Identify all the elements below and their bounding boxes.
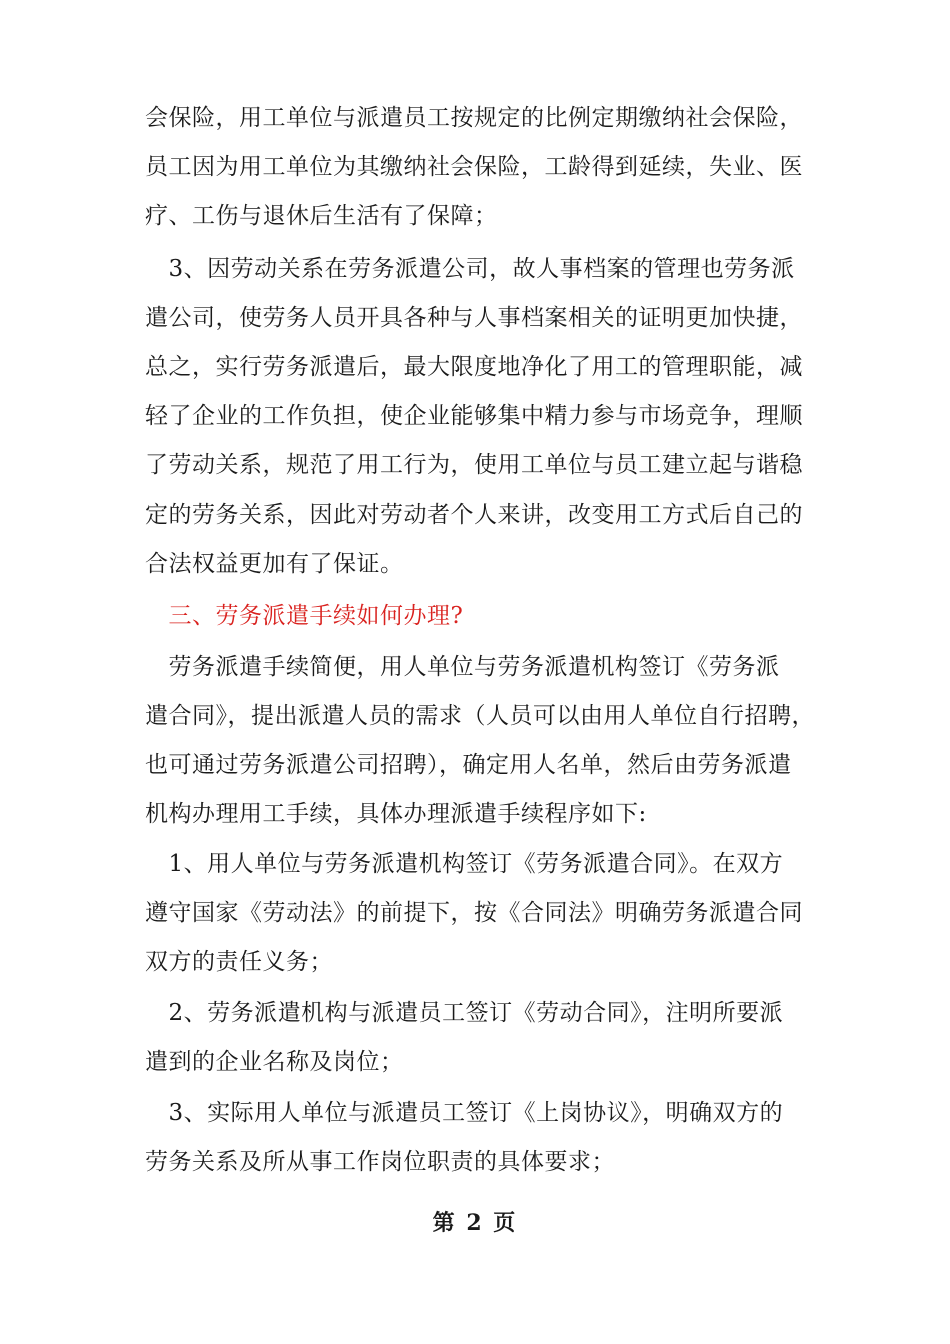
text-line: 机构办理用工手续，具体办理派遣手续程序如下: bbox=[145, 801, 647, 827]
text-line: 3、实际用人单位与派遣员工签订《上岗协议》，明确双方的 bbox=[145, 1100, 784, 1126]
text-line: 疗、工伤与退休后生活有了保障； bbox=[145, 203, 498, 229]
text-line: 劳务派遣手续简便，用人单位与劳务派遣机构签订《劳务派 bbox=[145, 654, 780, 680]
text-line: 遵守国家《劳动法》的前提下，按《合同法》明确劳务派遣合同 bbox=[145, 900, 803, 926]
text-line: 遣合同》，提出派遣人员的需求（人员可以由用人单位自行招聘， bbox=[145, 703, 815, 729]
text-line: 总之，实行劳务派遣后，最大限度地净化了用工的管理职能，减 bbox=[145, 354, 803, 380]
text-line: 遣公司，使劳务人员开具各种与人事档案相关的证明更加快捷， bbox=[145, 305, 803, 331]
text-line: 也可通过劳务派遣公司招聘），确定用人名单，然后由劳务派遣 bbox=[145, 752, 792, 778]
page-number: 第 2 页 bbox=[432, 1210, 518, 1236]
text-line: 双方的责任义务； bbox=[145, 949, 333, 975]
text-line: 1、用人单位与劳务派遣机构签订《劳务派遣合同》。在双方 bbox=[145, 851, 784, 877]
text-line: 2、劳务派遣机构与派遣员工签订《劳动合同》，注明所要派 bbox=[145, 1000, 784, 1026]
text-line: 员工因为用工单位为其缴纳社会保险，工龄得到延续，失业、医 bbox=[145, 154, 803, 180]
text-line: 劳务关系及所从事工作岗位职责的具体要求； bbox=[145, 1149, 615, 1175]
text-line: 3、因劳动关系在劳务派遣公司，故人事档案的管理也劳务派 bbox=[145, 256, 795, 282]
text-line: 遣到的企业名称及岗位； bbox=[145, 1049, 404, 1075]
text-line: 会保险，用工单位与派遣员工按规定的比例定期缴纳社会保险， bbox=[145, 105, 803, 131]
section-heading: 三、劳务派遣手续如何办理? bbox=[145, 603, 464, 629]
text-line: 合法权益更加有了保证。 bbox=[145, 551, 404, 577]
text-line: 轻了企业的工作负担，使企业能够集中精力参与市场竞争，理顺 bbox=[145, 403, 803, 429]
text-line: 定的劳务关系，因此对劳动者个人来讲，改变用工方式后自己的 bbox=[145, 502, 803, 528]
text-line: 了劳动关系，规范了用工行为，使用工单位与员工建立起与谐稳 bbox=[145, 452, 803, 478]
